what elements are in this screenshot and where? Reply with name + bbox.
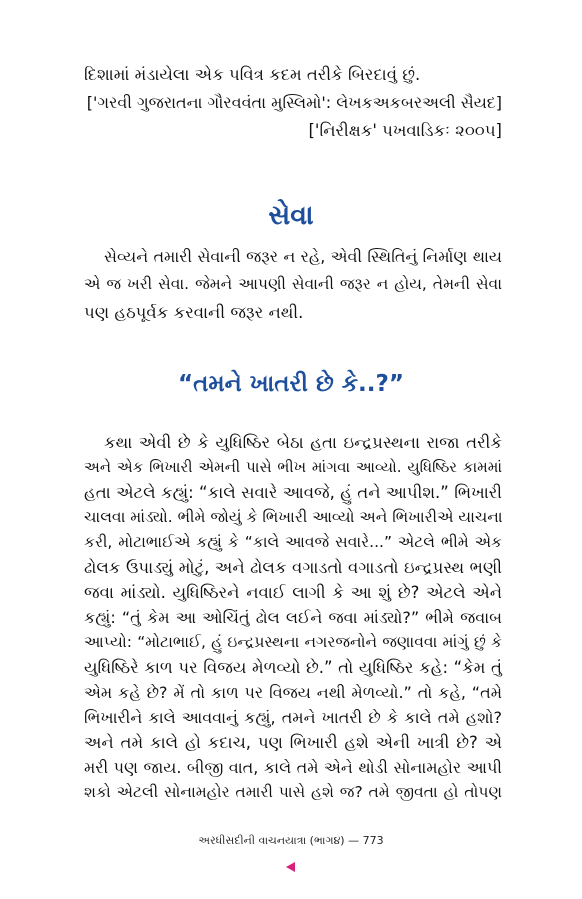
- body-text-line: એ જ ખરી સેવા. જેમને આપણી સેવાની જરૂર ન હોય, તેમની સેવા: [84, 275, 502, 293]
- body-text-line: પણ હઠપૂર્વક કરવાની જરૂર નથી.: [84, 303, 304, 322]
- body-text-line: ભિખારીને કાલે આવવાનું કહ્યું, તમને ખાતરી છે કે કાલે તમે હશો?: [84, 708, 502, 727]
- body-text-line: શકો એટલી સોનામહોર તમારી પાસે હશે જ? તમે જીવતા હો તોપણ: [84, 783, 502, 801]
- body-text-line: કથા એવી છે કે યુધિષ્ઠિર બેઠા હતા ઇન્દ્રપ્રસ્થના રાજા તરીકે: [104, 433, 502, 452]
- body-text-line: એમ કહે છે? મેં તો કાળ પર વિજય નથી મેળવ્યો.” તો કહે, “તમે: [84, 683, 502, 702]
- page-footer: અરધીસદીની વાચનયાત્રા (ભાગ૪) — 773: [198, 834, 384, 847]
- body-text-line: અને તમે કાલે હો કદાચ, પણ ભિખારી હશે એની ખાત્રી છે? એ: [84, 733, 502, 752]
- body-text-line: જવા માંડ્યો. યુધિષ્ઠિરને નવાઈ લાગી કે આ શું છે? એટલે એને: [84, 583, 502, 602]
- body-text-line: અને એક ભિખારી એમની પાસે ભીખ માંગવા આવ્યો. યુધિષ્ઠિર કામમાં: [84, 458, 502, 476]
- body-text-line: યુધિષ્ઠિરે કાળ પર વિજય મેળવ્યો છે.” તો યુધિષ્ઠિર કહે: “કેમ તું: [84, 658, 502, 677]
- citation-line: ['ગરવી ગુજરાતના ગૌરવવંતા મુસ્લિમો': લેખકઅકબરઅલી સૈયદ]: [86, 93, 502, 112]
- body-text-line: કરી, મોટાભાઈએ કહ્યું કે “કાલે આવજે સવારે...” એટલે ભીમે એક: [84, 533, 502, 551]
- section-heading: સેવા: [268, 200, 314, 231]
- body-text-line: હતા એટલે કહ્યું: “કાલે સવારે આવજે, હું તને આપીશ.” ભિખારી: [84, 483, 502, 502]
- body-text-line: સેવ્યને તમારી સેવાની જરૂર ન રહે, એવી સ્થિતિનું નિર્માણ થાય: [104, 247, 502, 266]
- body-text-line: ચાલવા માંડ્યો. ભીમે જોયું કે ભિખારી આવ્યો અને ભિખારીએ યાચના: [84, 508, 503, 526]
- body-text-line: આપ્યો: “મોટાભાઈ, હું ઇન્દ્રપ્રસ્થના નગરજનોને જણાવવા માંગું છું કે: [84, 633, 502, 651]
- citation-line: ['નિરીક્ષક' પખવાડિકઃ ૨૦૦૫]: [308, 121, 502, 140]
- body-text-line: ઢોલક ઉપાડ્યું મોટું, અને ઢોલક વગાડતો વગાડતો ઇન્દ્રપ્રસ્થ ભણી: [84, 558, 502, 577]
- previous-page-arrow-icon[interactable]: [286, 862, 295, 872]
- body-text-line: કહ્યું: “તું કેમ આ ઓચિંતું ઢોલ લઈને જવા માંડ્યો?” ભીમે જવાબ: [84, 608, 502, 627]
- section-heading: “તમને ખાતરી છે કે..?”: [178, 371, 404, 397]
- body-text-line: મરી પણ જાય. બીજી વાત, કાલે તમે એને થોડી સોનામહોર આપી: [84, 758, 502, 777]
- body-text-line: દિશામાં મંડાયેલા એક પવિત્ર કદમ તરીકે બિરદાવું છું.: [84, 65, 421, 84]
